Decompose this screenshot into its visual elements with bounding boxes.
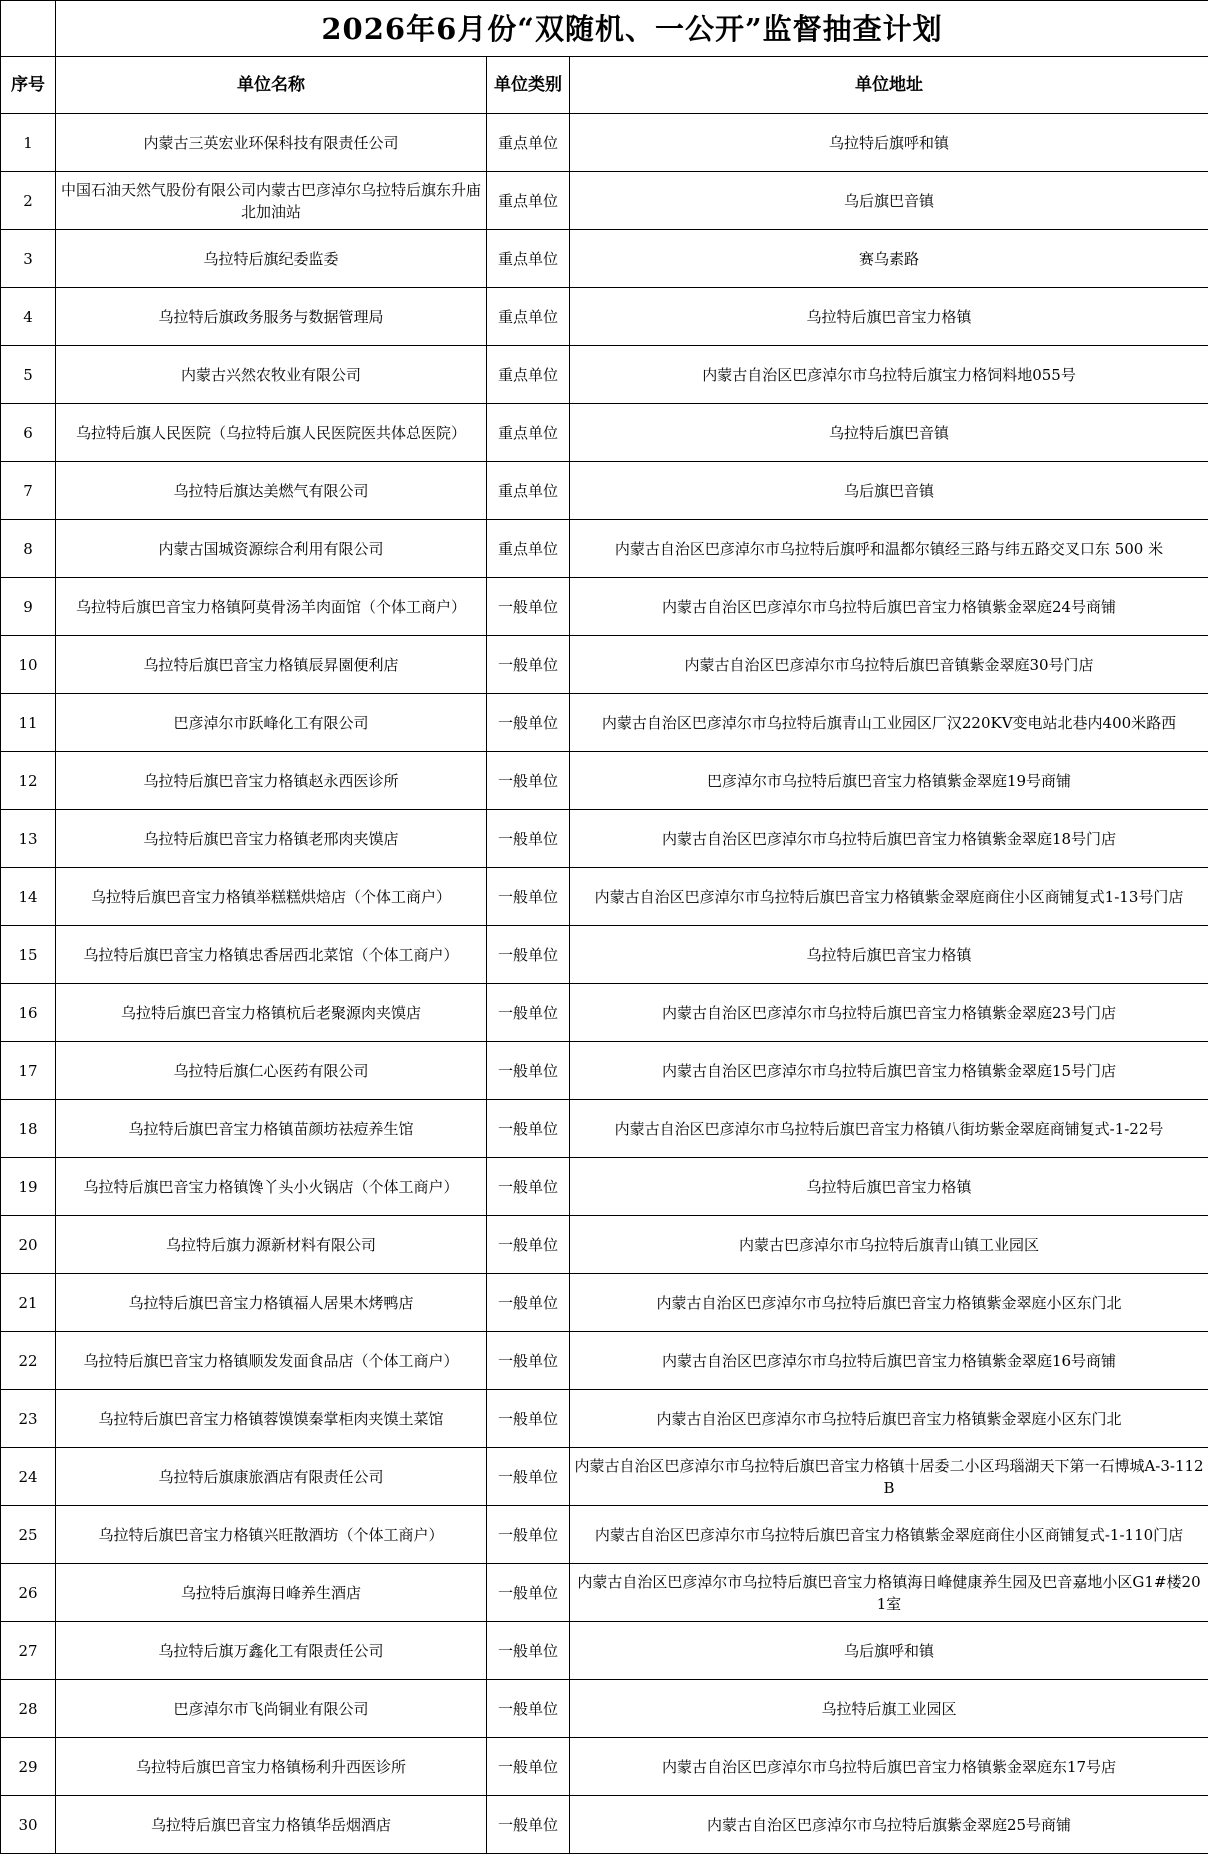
- cell-unit-address: 乌拉特后旗巴音镇: [570, 404, 1208, 462]
- cell-unit-type: 一般单位: [487, 1042, 570, 1100]
- cell-unit-type: 重点单位: [487, 230, 570, 288]
- cell-unit-name: 中国石油天然气股份有限公司内蒙古巴彦淖尔乌拉特后旗东升庙北加油站: [56, 172, 487, 230]
- cell-unit-type: 一般单位: [487, 694, 570, 752]
- table-row: [1, 694, 1208, 752]
- cell-unit-name: 乌拉特后旗巴音宝力格镇赵永西医诊所: [56, 752, 487, 810]
- cell-unit-type: 一般单位: [487, 1622, 570, 1680]
- cell-index: 1: [1, 114, 56, 172]
- table-row: [1, 1274, 1208, 1332]
- cell-index: 28: [1, 1680, 56, 1738]
- table-row: [1, 868, 1208, 926]
- table-row: [1, 404, 1208, 462]
- cell-unit-address: 内蒙古自治区巴彦淖尔市乌拉特后旗巴音宝力格镇紫金翠庭15号门店: [570, 1042, 1208, 1100]
- cell-unit-name: 乌拉特后旗巴音宝力格镇馋丫头小火锅店（个体工商户）: [56, 1158, 487, 1216]
- column-header-type: 单位类别: [487, 57, 570, 114]
- cell-unit-name: 乌拉特后旗巴音宝力格镇华岳烟酒店: [56, 1796, 487, 1854]
- cell-unit-address: 内蒙古自治区巴彦淖尔市乌拉特后旗巴音宝力格镇紫金翠庭小区东门北: [570, 1390, 1208, 1448]
- cell-unit-type: 一般单位: [487, 1564, 570, 1622]
- cell-unit-address: 内蒙古巴彦淖尔市乌拉特后旗青山镇工业园区: [570, 1216, 1208, 1274]
- table-row: [1, 1448, 1208, 1506]
- cell-unit-type: 一般单位: [487, 1448, 570, 1506]
- table-row: [1, 1216, 1208, 1274]
- cell-index: 30: [1, 1796, 56, 1854]
- cell-unit-address: 内蒙古自治区巴彦淖尔市乌拉特后旗巴音镇紫金翠庭30号门店: [570, 636, 1208, 694]
- cell-index: 23: [1, 1390, 56, 1448]
- cell-unit-type: 重点单位: [487, 346, 570, 404]
- cell-unit-address: 乌拉特后旗巴音宝力格镇: [570, 288, 1208, 346]
- page-title: 2026年6月份“双随机、一公开”监督抽查计划: [56, 1, 1208, 57]
- table-row: [1, 752, 1208, 810]
- cell-index: 27: [1, 1622, 56, 1680]
- table-row: [1, 1622, 1208, 1680]
- cell-unit-type: 一般单位: [487, 1274, 570, 1332]
- cell-index: 10: [1, 636, 56, 694]
- cell-index: 4: [1, 288, 56, 346]
- cell-unit-address: 乌拉特后旗巴音宝力格镇: [570, 926, 1208, 984]
- cell-unit-address: 内蒙古自治区巴彦淖尔市乌拉特后旗巴音宝力格镇紫金翠庭24号商铺: [570, 578, 1208, 636]
- table-row: [1, 926, 1208, 984]
- cell-unit-address: 内蒙古自治区巴彦淖尔市乌拉特后旗巴音宝力格镇紫金翠庭商住小区商铺复式-1-110门店: [570, 1506, 1208, 1564]
- table-row: [1, 578, 1208, 636]
- table-row: [1, 1680, 1208, 1738]
- cell-unit-type: 一般单位: [487, 1390, 570, 1448]
- cell-index: 7: [1, 462, 56, 520]
- table-row: [1, 1564, 1208, 1622]
- cell-unit-name: 内蒙古三英宏业环保科技有限责任公司: [56, 114, 487, 172]
- cell-unit-name: 乌拉特后旗达美燃气有限公司: [56, 462, 487, 520]
- table-row: [1, 1738, 1208, 1796]
- cell-unit-name: 乌拉特后旗巴音宝力格镇苗颜坊祛痘养生馆: [56, 1100, 487, 1158]
- cell-unit-name: 乌拉特后旗力源新材料有限公司: [56, 1216, 487, 1274]
- table-row: [1, 346, 1208, 404]
- cell-unit-type: 一般单位: [487, 1158, 570, 1216]
- table-row: [1, 1158, 1208, 1216]
- cell-unit-type: 一般单位: [487, 926, 570, 984]
- table-row: [1, 1390, 1208, 1448]
- table-row: [1, 172, 1208, 230]
- cell-unit-type: 一般单位: [487, 1100, 570, 1158]
- cell-unit-name: 乌拉特后旗康旅酒店有限责任公司: [56, 1448, 487, 1506]
- table-row: [1, 984, 1208, 1042]
- cell-unit-type: 一般单位: [487, 1680, 570, 1738]
- cell-unit-address: 内蒙古自治区巴彦淖尔市乌拉特后旗紫金翠庭25号商铺: [570, 1796, 1208, 1854]
- cell-index: 14: [1, 868, 56, 926]
- cell-unit-type: 重点单位: [487, 114, 570, 172]
- cell-unit-name: 乌拉特后旗巴音宝力格镇阿莫骨汤羊肉面馆（个体工商户）: [56, 578, 487, 636]
- cell-index: 3: [1, 230, 56, 288]
- cell-unit-address: 内蒙古自治区巴彦淖尔市乌拉特后旗巴音宝力格镇紫金翠庭18号门店: [570, 810, 1208, 868]
- cell-unit-name: 乌拉特后旗巴音宝力格镇忠香居西北菜馆（个体工商户）: [56, 926, 487, 984]
- cell-unit-address: 巴彦淖尔市乌拉特后旗巴音宝力格镇紫金翠庭19号商铺: [570, 752, 1208, 810]
- cell-index: 16: [1, 984, 56, 1042]
- cell-unit-address: 内蒙古自治区巴彦淖尔市乌拉特后旗巴音宝力格镇紫金翠庭东17号店: [570, 1738, 1208, 1796]
- cell-unit-name: 乌拉特后旗巴音宝力格镇蓉馍馍秦掌柜肉夹馍土菜馆: [56, 1390, 487, 1448]
- cell-index: 9: [1, 578, 56, 636]
- cell-unit-name: 乌拉特后旗海日峰养生酒店: [56, 1564, 487, 1622]
- cell-unit-name: 巴彦淖尔市跃峰化工有限公司: [56, 694, 487, 752]
- column-header-name: 单位名称: [56, 57, 487, 114]
- cell-index: 19: [1, 1158, 56, 1216]
- cell-index: 11: [1, 694, 56, 752]
- column-header-index: 序号: [1, 57, 56, 114]
- cell-index: 26: [1, 1564, 56, 1622]
- cell-unit-address: 内蒙古自治区巴彦淖尔市乌拉特后旗青山工业园区厂汉220KV变电站北巷内400米路西: [570, 694, 1208, 752]
- cell-unit-address: 内蒙古自治区巴彦淖尔市乌拉特后旗巴音宝力格镇十居委二小区玛瑙湖天下第一石博城A-3-112B: [570, 1448, 1208, 1506]
- cell-unit-address: 内蒙古自治区巴彦淖尔市乌拉特后旗巴音宝力格镇紫金翠庭23号门店: [570, 984, 1208, 1042]
- table-row: [1, 462, 1208, 520]
- cell-unit-type: 一般单位: [487, 636, 570, 694]
- cell-index: 5: [1, 346, 56, 404]
- cell-unit-address: 内蒙古自治区巴彦淖尔市乌拉特后旗巴音宝力格镇海日峰健康养生园及巴音嘉地小区G1#楼201室: [570, 1564, 1208, 1622]
- table-row: [1, 1100, 1208, 1158]
- table-row: [1, 1796, 1208, 1854]
- cell-index: 17: [1, 1042, 56, 1100]
- cell-unit-name: 乌拉特后旗巴音宝力格镇辰昇園便利店: [56, 636, 487, 694]
- cell-unit-address: 乌后旗呼和镇: [570, 1622, 1208, 1680]
- cell-unit-type: 一般单位: [487, 868, 570, 926]
- cell-index: 15: [1, 926, 56, 984]
- cell-unit-address: 乌拉特后旗巴音宝力格镇: [570, 1158, 1208, 1216]
- cell-unit-name: 乌拉特后旗仁心医药有限公司: [56, 1042, 487, 1100]
- header-row: [1, 57, 1208, 114]
- title-row: [1, 1, 1208, 57]
- cell-index: 8: [1, 520, 56, 578]
- cell-index: 22: [1, 1332, 56, 1390]
- cell-unit-type: 一般单位: [487, 1332, 570, 1390]
- cell-unit-name: 乌拉特后旗巴音宝力格镇福人居果木烤鸭店: [56, 1274, 487, 1332]
- cell-index: 20: [1, 1216, 56, 1274]
- cell-unit-address: 内蒙古自治区巴彦淖尔市乌拉特后旗巴音宝力格镇紫金翠庭商住小区商铺复式1-13号门店: [570, 868, 1208, 926]
- cell-index: 6: [1, 404, 56, 462]
- cell-unit-type: 一般单位: [487, 1738, 570, 1796]
- cell-unit-type: 重点单位: [487, 288, 570, 346]
- cell-unit-name: 乌拉特后旗巴音宝力格镇顺发发面食品店（个体工商户）: [56, 1332, 487, 1390]
- cell-unit-address: 乌拉特后旗工业园区: [570, 1680, 1208, 1738]
- cell-unit-name: 巴彦淖尔市飞尚铜业有限公司: [56, 1680, 487, 1738]
- cell-unit-name: 乌拉特后旗人民医院（乌拉特后旗人民医院医共体总医院）: [56, 404, 487, 462]
- title-empty-cell: [1, 1, 56, 57]
- cell-unit-type: 一般单位: [487, 752, 570, 810]
- cell-unit-name: 乌拉特后旗万鑫化工有限责任公司: [56, 1622, 487, 1680]
- cell-unit-name: 乌拉特后旗巴音宝力格镇杨利升西医诊所: [56, 1738, 487, 1796]
- cell-unit-type: 重点单位: [487, 462, 570, 520]
- column-header-address: 单位地址: [570, 57, 1208, 114]
- cell-index: 24: [1, 1448, 56, 1506]
- cell-unit-type: 一般单位: [487, 984, 570, 1042]
- cell-unit-type: 一般单位: [487, 1216, 570, 1274]
- cell-index: 2: [1, 172, 56, 230]
- cell-unit-name: 乌拉特后旗巴音宝力格镇老邢肉夹馍店: [56, 810, 487, 868]
- cell-unit-type: 一般单位: [487, 810, 570, 868]
- cell-unit-address: 乌后旗巴音镇: [570, 172, 1208, 230]
- cell-index: 25: [1, 1506, 56, 1564]
- cell-unit-name: 乌拉特后旗巴音宝力格镇举糕糕烘焙店（个体工商户）: [56, 868, 487, 926]
- cell-unit-type: 一般单位: [487, 1796, 570, 1854]
- cell-unit-address: 乌后旗巴音镇: [570, 462, 1208, 520]
- cell-index: 12: [1, 752, 56, 810]
- cell-unit-address: 内蒙古自治区巴彦淖尔市乌拉特后旗呼和温都尔镇经三路与纬五路交叉口东 500 米: [570, 520, 1208, 578]
- cell-unit-name: 乌拉特后旗政务服务与数据管理局: [56, 288, 487, 346]
- table-row: [1, 520, 1208, 578]
- cell-index: 13: [1, 810, 56, 868]
- table-row: [1, 636, 1208, 694]
- table-row: [1, 288, 1208, 346]
- cell-unit-name: 内蒙古兴然农牧业有限公司: [56, 346, 487, 404]
- cell-unit-type: 一般单位: [487, 578, 570, 636]
- cell-unit-address: 内蒙古自治区巴彦淖尔市乌拉特后旗巴音宝力格镇八街坊紫金翠庭商铺复式-1-22号: [570, 1100, 1208, 1158]
- cell-index: 18: [1, 1100, 56, 1158]
- table-row: [1, 230, 1208, 288]
- table-row: [1, 1506, 1208, 1564]
- table-row: [1, 1042, 1208, 1100]
- cell-unit-address: 内蒙古自治区巴彦淖尔市乌拉特后旗巴音宝力格镇紫金翠庭16号商铺: [570, 1332, 1208, 1390]
- table-row: [1, 810, 1208, 868]
- cell-unit-type: 重点单位: [487, 404, 570, 462]
- cell-unit-address: 乌拉特后旗呼和镇: [570, 114, 1208, 172]
- cell-unit-address: 内蒙古自治区巴彦淖尔市乌拉特后旗巴音宝力格镇紫金翠庭小区东门北: [570, 1274, 1208, 1332]
- cell-unit-type: 一般单位: [487, 1506, 570, 1564]
- cell-unit-name: 乌拉特后旗巴音宝力格镇兴旺散酒坊（个体工商户）: [56, 1506, 487, 1564]
- table-row: [1, 114, 1208, 172]
- cell-unit-type: 重点单位: [487, 172, 570, 230]
- cell-unit-address: 赛乌素路: [570, 230, 1208, 288]
- table-row: [1, 1332, 1208, 1390]
- cell-unit-name: 乌拉特后旗纪委监委: [56, 230, 487, 288]
- cell-unit-name: 乌拉特后旗巴音宝力格镇杭后老聚源肉夹馍店: [56, 984, 487, 1042]
- cell-unit-address: 内蒙古自治区巴彦淖尔市乌拉特后旗宝力格饲料地055号: [570, 346, 1208, 404]
- cell-index: 21: [1, 1274, 56, 1332]
- cell-index: 29: [1, 1738, 56, 1796]
- cell-unit-name: 内蒙古国城资源综合利用有限公司: [56, 520, 487, 578]
- cell-unit-type: 重点单位: [487, 520, 570, 578]
